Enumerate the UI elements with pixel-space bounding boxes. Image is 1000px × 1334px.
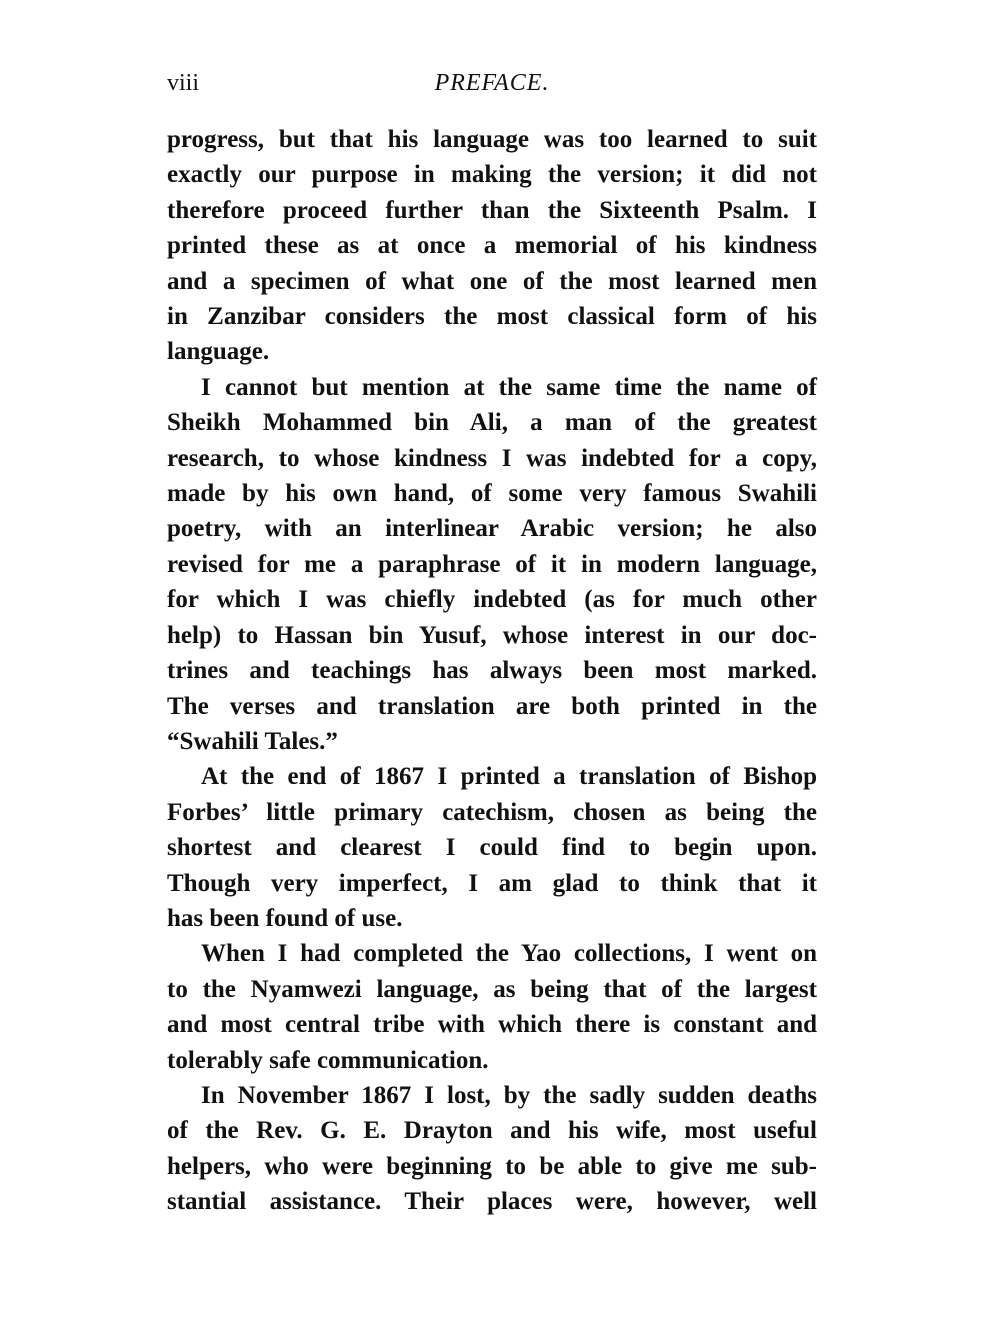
text-line: When I had completed the Yao collections, I went on (201, 940, 817, 968)
text-line: research, to whose kindness I was indebted for a copy, (167, 444, 817, 472)
text-line: therefore proceed further than the Sixteenth Psalm. I (167, 196, 817, 224)
text-line: made by his own hand, of some very famous Swahili (167, 480, 817, 508)
text-line: Though very imperfect, I am glad to think that it (167, 869, 817, 897)
body-text (167, 122, 817, 1220)
text-line: revised for me a paraphrase of it in modern language, (167, 550, 817, 578)
text-line: printed these as at once a memorial of his kindness (167, 232, 817, 260)
text-line: tolerably safe communication. (167, 1046, 489, 1074)
text-line: Forbes’ little primary catechism, chosen as being the (167, 798, 817, 826)
text-line: and most central tribe with which there is constant and (167, 1011, 817, 1039)
text-line: poetry, with an interlinear Arabic version; he also (167, 515, 817, 543)
text-line: Sheikh Mohammed bin Ali, a man of the greatest (167, 409, 817, 437)
text-line: and a specimen of what one of the most learned men (167, 267, 817, 295)
text-line: progress, but that his language was too learned to suit (167, 126, 817, 153)
paragraph-1 (167, 122, 817, 370)
paragraph-4 (167, 936, 817, 1078)
text-line: exactly our purpose in making the version; it did not (167, 161, 817, 189)
paragraph-5 (167, 1078, 817, 1220)
text-line: “Swahili Tales.” (167, 727, 338, 755)
text-line: stantial assistance. Their places were, however, well (167, 1188, 817, 1216)
text-line: In November 1867 I lost, by the sadly sudden deaths (201, 1081, 817, 1109)
text-line: I cannot but mention at the same time the name of (201, 373, 817, 401)
paragraph-3 (167, 759, 817, 936)
text-line: language. (167, 338, 270, 366)
text-line: for which I was chiefly indebted (as for much other (167, 586, 817, 614)
text-line: shortest and clearest I could find to begin upon. (167, 834, 817, 862)
page-number: viii (167, 70, 200, 96)
text-line: help) to Hassan bin Yusuf, whose interest in our doc- (167, 621, 817, 649)
text-line: of the Rev. G. E. Drayton and his wife, most useful (167, 1117, 817, 1145)
paragraph-2 (167, 370, 817, 759)
running-title: PREFACE. (434, 70, 550, 96)
running-head (167, 70, 817, 106)
text-line: in Zanzibar considers the most classical form of his (167, 303, 817, 331)
text-line: to the Nyamwezi language, as being that of the largest (167, 975, 817, 1003)
text-line: trines and teachings has always been most marked. (167, 657, 817, 685)
text-line: The verses and translation are both printed in the (167, 692, 817, 720)
text-line: helpers, who were beginning to be able to give me sub- (167, 1152, 817, 1180)
text-line: has been found of use. (167, 904, 403, 932)
text-line: At the end of 1867 I printed a translation of Bishop (201, 763, 817, 791)
